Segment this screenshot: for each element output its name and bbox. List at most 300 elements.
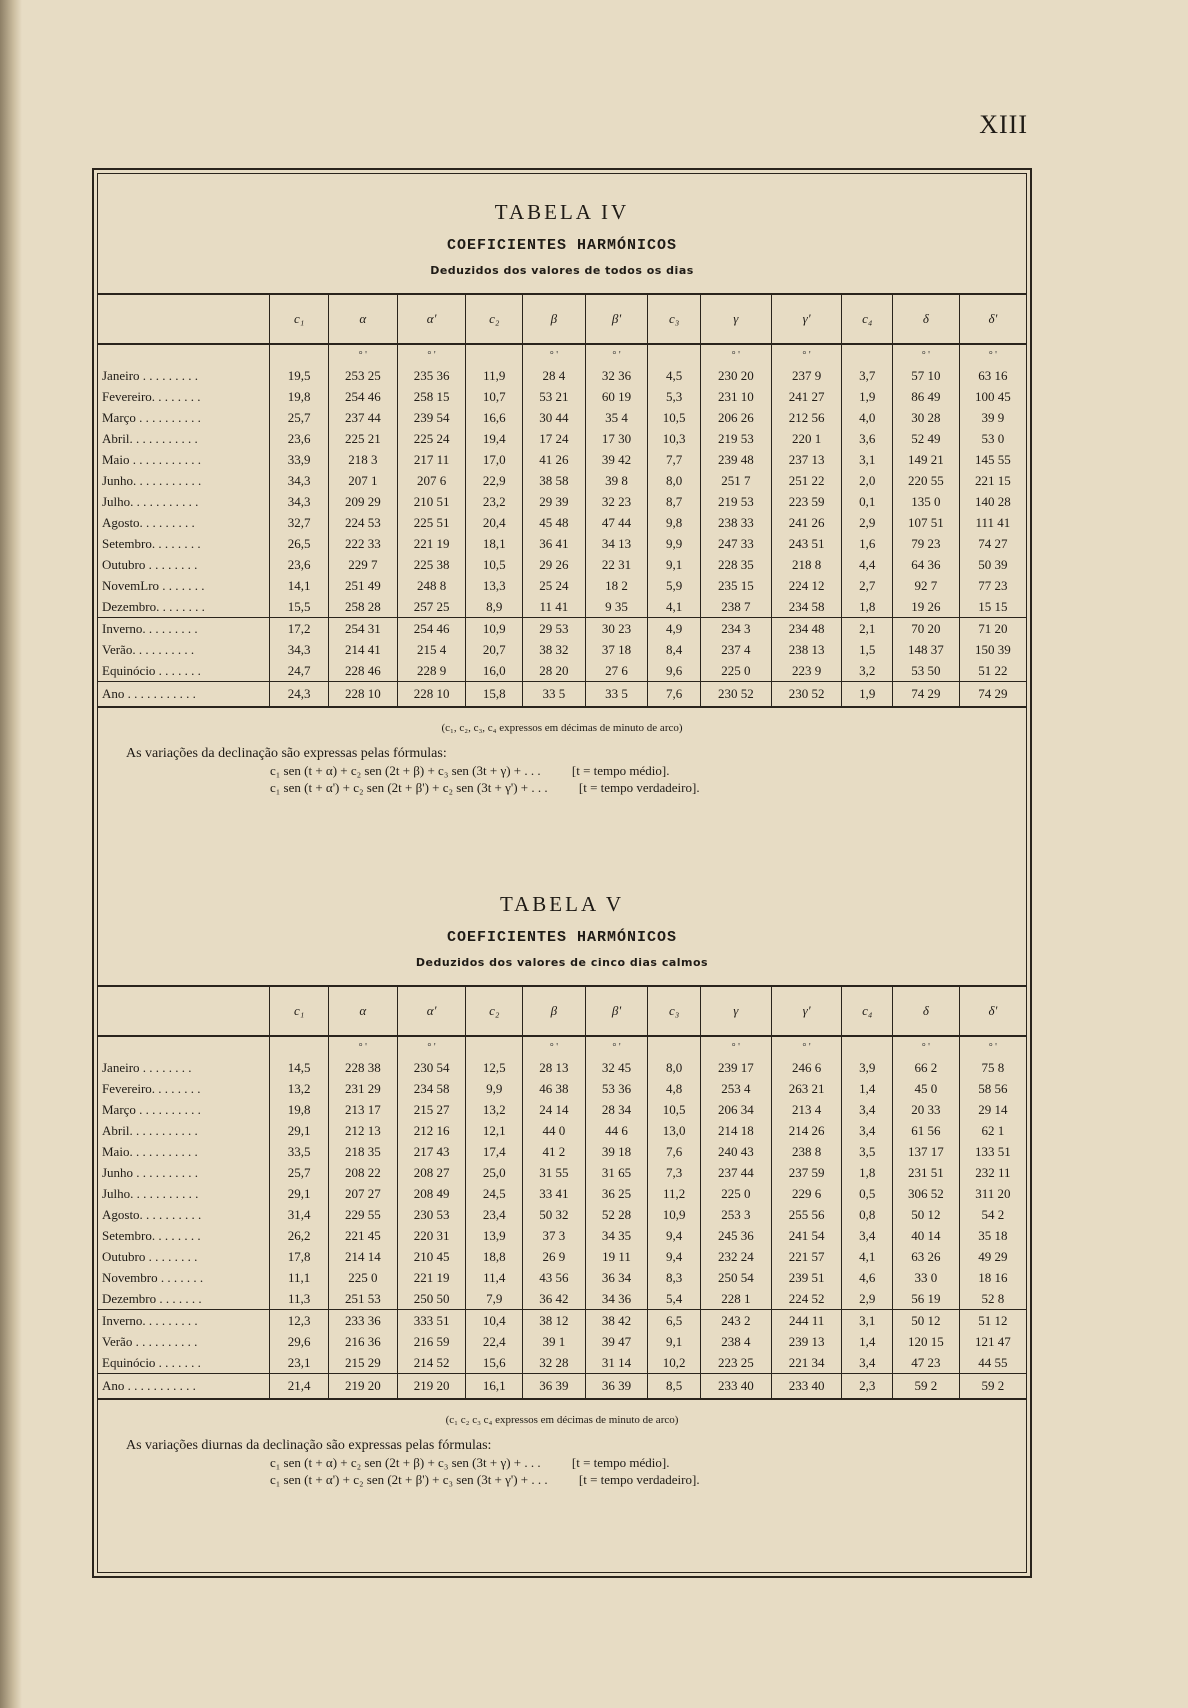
row-label: Outubro . . . . . . . . xyxy=(102,556,198,572)
row-label: Janeiro . . . . . . . . xyxy=(102,1059,192,1075)
table-cell: 3,1 xyxy=(842,1310,893,1332)
table-cell: 39 1 xyxy=(523,1331,586,1352)
table-cell: 10,2 xyxy=(648,1352,701,1374)
table-cell: 19 26 xyxy=(892,596,959,618)
table-cell: 230 52 xyxy=(700,682,771,708)
table-cell: 18 16 xyxy=(959,1267,1026,1288)
table-iv-subtitle: COEFICIENTES HARMÓNICOS xyxy=(446,237,678,254)
table-v xyxy=(98,985,1026,1400)
table-cell: 13,0 xyxy=(648,1120,701,1141)
table-row xyxy=(98,660,1026,682)
table-cell: 13,2 xyxy=(466,1099,523,1120)
table-cell: 8,5 xyxy=(648,1374,701,1400)
table-cell: 10,5 xyxy=(648,407,701,428)
row-label: Verão . . . . . . . . . . xyxy=(102,1333,198,1349)
row-label: Ano . . . . . . . . . . . xyxy=(98,682,270,708)
table-cell: 39 18 xyxy=(585,1141,648,1162)
table-cell: 228 1 xyxy=(700,1288,771,1310)
table-cell: 24,3 xyxy=(270,682,329,708)
table-iv-section xyxy=(94,200,1030,796)
table-cell: 63 16 xyxy=(959,365,1026,386)
table-cell: 53 36 xyxy=(585,1078,648,1099)
table-cell: 248 8 xyxy=(397,575,466,596)
column-header: γ xyxy=(700,294,771,344)
table-cell: 9,6 xyxy=(648,660,701,682)
table-cell: 4,1 xyxy=(648,596,701,618)
table-cell: 213 17 xyxy=(328,1099,397,1120)
table-cell: 237 59 xyxy=(771,1162,842,1183)
table-cell: 11,4 xyxy=(466,1267,523,1288)
column-header: c₃ xyxy=(648,294,701,344)
table-cell: 150 39 xyxy=(959,639,1026,660)
table-cell: 17 30 xyxy=(585,428,648,449)
table-cell: 11,1 xyxy=(270,1267,329,1288)
table-cell: 40 14 xyxy=(892,1225,959,1246)
table-cell: 254 46 xyxy=(328,386,397,407)
table-iv-formula-intro: As variações da declinação são expressas pelas fórmulas: xyxy=(126,746,447,761)
table-cell: 19,8 xyxy=(270,386,329,407)
table-cell: 56 19 xyxy=(892,1288,959,1310)
table-cell: 9,9 xyxy=(466,1078,523,1099)
table-cell: 251 22 xyxy=(771,470,842,491)
column-header: β xyxy=(523,986,586,1036)
table-cell: 45 48 xyxy=(523,512,586,533)
unit-cell xyxy=(98,344,270,365)
table-cell: 241 54 xyxy=(771,1225,842,1246)
table-cell: 220 31 xyxy=(397,1225,466,1246)
table-cell: 223 9 xyxy=(771,660,842,682)
table-cell: 121 47 xyxy=(959,1331,1026,1352)
table-cell: 225 0 xyxy=(700,1183,771,1204)
table-cell: 15,6 xyxy=(466,1352,523,1374)
table-cell: 15,5 xyxy=(270,596,329,618)
unit-cell: ° ' xyxy=(771,1036,842,1057)
table-cell: 228 46 xyxy=(328,660,397,682)
table-cell: 22,9 xyxy=(466,470,523,491)
table-cell: 221 34 xyxy=(771,1352,842,1374)
table-cell: 29 26 xyxy=(523,554,586,575)
table-cell: 10,9 xyxy=(466,618,523,640)
table-cell: 28 13 xyxy=(523,1057,586,1078)
table-cell: 92 7 xyxy=(892,575,959,596)
table-cell: 0,5 xyxy=(842,1183,893,1204)
table-cell: 10,9 xyxy=(648,1204,701,1225)
table-cell: 61 56 xyxy=(892,1120,959,1141)
table-cell: 229 7 xyxy=(328,554,397,575)
table-cell: 18,8 xyxy=(466,1246,523,1267)
table-v-formula-2 xyxy=(270,1471,1030,1488)
unit-cell xyxy=(842,1036,893,1057)
table-cell: 16,0 xyxy=(466,660,523,682)
table-cell: 23,1 xyxy=(270,1352,329,1374)
table-cell: 214 41 xyxy=(328,639,397,660)
table-cell: 213 4 xyxy=(771,1099,842,1120)
column-header: δ' xyxy=(959,294,1026,344)
table-cell: 28 4 xyxy=(523,365,586,386)
table-cell: 44 6 xyxy=(585,1120,648,1141)
unit-cell: ° ' xyxy=(328,1036,397,1057)
table-cell: 253 4 xyxy=(700,1078,771,1099)
row-label: Novembro . . . . . . . xyxy=(102,1269,204,1285)
table-cell: 52 8 xyxy=(959,1288,1026,1310)
table-cell: 8,4 xyxy=(648,639,701,660)
table-cell: 8,0 xyxy=(648,1057,701,1078)
table-cell: 234 48 xyxy=(771,618,842,640)
table-cell: 240 43 xyxy=(700,1141,771,1162)
table-cell: 35 4 xyxy=(585,407,648,428)
table-cell: 36 25 xyxy=(585,1183,648,1204)
row-label: NovemLro . . . . . . . xyxy=(102,577,205,593)
table-cell: 51 22 xyxy=(959,660,1026,682)
row-label: Janeiro . . . . . . . . . xyxy=(102,367,199,383)
table-cell: 221 45 xyxy=(328,1225,397,1246)
table-cell: 4,6 xyxy=(842,1267,893,1288)
table-cell: 23,6 xyxy=(270,428,329,449)
unit-cell xyxy=(98,1036,270,1057)
column-header: β' xyxy=(585,294,648,344)
table-cell: 263 21 xyxy=(771,1078,842,1099)
table-cell: 21,4 xyxy=(270,1374,329,1400)
table-cell: 38 32 xyxy=(523,639,586,660)
formula-2-text: c₁ sen (t + α') + c₂ sen (2t + β') + c₃ sen (3t + γ') + . . . xyxy=(270,1472,548,1487)
table-cell: 23,2 xyxy=(466,491,523,512)
table-cell: 215 29 xyxy=(328,1352,397,1374)
table-cell: 20 33 xyxy=(892,1099,959,1120)
unit-cell xyxy=(466,1036,523,1057)
table-cell: 13,3 xyxy=(466,575,523,596)
table-cell: 225 0 xyxy=(328,1267,397,1288)
table-cell: 19 11 xyxy=(585,1246,648,1267)
table-cell: 1,9 xyxy=(842,682,893,708)
table-row xyxy=(98,1310,1026,1332)
unit-cell: ° ' xyxy=(892,344,959,365)
table-cell: 3,4 xyxy=(842,1099,893,1120)
table-cell: 32 36 xyxy=(585,365,648,386)
table-cell: 19,8 xyxy=(270,1099,329,1120)
table-cell: 8,9 xyxy=(466,596,523,618)
table-cell: 34 35 xyxy=(585,1225,648,1246)
table-cell: 1,5 xyxy=(842,639,893,660)
row-label: Maio . . . . . . . . . . . xyxy=(102,451,201,467)
table-cell: 3,4 xyxy=(842,1225,893,1246)
unit-cell: ° ' xyxy=(585,1036,648,1057)
table-cell: 250 54 xyxy=(700,1267,771,1288)
table-cell: 231 51 xyxy=(892,1162,959,1183)
table-cell: 22,4 xyxy=(466,1331,523,1352)
table-cell: 219 53 xyxy=(700,491,771,512)
table-cell: 218 35 xyxy=(328,1141,397,1162)
table-cell: 3,2 xyxy=(842,660,893,682)
table-cell: 31 14 xyxy=(585,1352,648,1374)
table-cell: 50 12 xyxy=(892,1310,959,1332)
table-cell: 239 17 xyxy=(700,1057,771,1078)
unit-cell: ° ' xyxy=(523,1036,586,1057)
table-iv-description: Deduzidos dos valores de todos os dias xyxy=(430,264,694,277)
table-cell: 253 3 xyxy=(700,1204,771,1225)
row-label: Dezembro . . . . . . . xyxy=(102,1290,202,1306)
table-cell: 258 28 xyxy=(328,596,397,618)
table-cell: 62 1 xyxy=(959,1120,1026,1141)
table-row xyxy=(98,596,1026,618)
table-cell: 66 2 xyxy=(892,1057,959,1078)
table-cell: 237 9 xyxy=(771,365,842,386)
unit-cell: ° ' xyxy=(397,344,466,365)
table-cell: 10,4 xyxy=(466,1310,523,1332)
table-cell: 3,7 xyxy=(842,365,893,386)
table-row xyxy=(98,428,1026,449)
table-cell: 214 18 xyxy=(700,1120,771,1141)
table-cell: 145 55 xyxy=(959,449,1026,470)
table-row xyxy=(98,1204,1026,1225)
column-header: c₁ xyxy=(270,294,329,344)
formula-2-tag: [t = tempo verdadeiro]. xyxy=(578,780,700,795)
table-cell: 228 9 xyxy=(397,660,466,682)
table-cell: 237 44 xyxy=(328,407,397,428)
table-cell: 244 11 xyxy=(771,1310,842,1332)
row-label: Inverno. . . . . . . . . xyxy=(98,1310,270,1332)
table-cell: 39 8 xyxy=(585,470,648,491)
table-cell: 3,9 xyxy=(842,1057,893,1078)
table-cell: 3,6 xyxy=(842,428,893,449)
table-cell: 218 3 xyxy=(328,449,397,470)
row-label: Equinócio . . . . . . . xyxy=(102,1354,201,1370)
unit-cell xyxy=(648,344,701,365)
table-row xyxy=(98,1267,1026,1288)
table-cell: 7,6 xyxy=(648,1141,701,1162)
table-cell: 53 21 xyxy=(523,386,586,407)
table-cell: 234 58 xyxy=(397,1078,466,1099)
table-cell: 12,3 xyxy=(270,1310,329,1332)
table-cell: 74 27 xyxy=(959,533,1026,554)
table-v-formula-intro: As variações diurnas da declinação são expressas pelas fórmulas: xyxy=(126,1438,492,1453)
table-row xyxy=(98,1331,1026,1352)
table-cell: 232 11 xyxy=(959,1162,1026,1183)
table-cell: 41 26 xyxy=(523,449,586,470)
table-cell: 36 39 xyxy=(523,1374,586,1400)
table-cell: 2,9 xyxy=(842,1288,893,1310)
column-header: β' xyxy=(585,986,648,1036)
column-header: α xyxy=(328,986,397,1036)
table-cell: 29,6 xyxy=(270,1331,329,1352)
table-cell: 22 31 xyxy=(585,554,648,575)
row-label: Setembro. . . . . . . . xyxy=(102,535,201,551)
table-cell: 44 0 xyxy=(523,1120,586,1141)
formula-1-text: c₁ sen (t + α) + c₂ sen (2t + β) + c₃ sen (3t + γ) + . . . xyxy=(270,1455,541,1470)
table-cell: 107 51 xyxy=(892,512,959,533)
table-cell: 37 3 xyxy=(523,1225,586,1246)
table-cell: 140 28 xyxy=(959,491,1026,512)
table-cell: 13,9 xyxy=(466,1225,523,1246)
table-cell: 11,3 xyxy=(270,1288,329,1310)
row-label: Março . . . . . . . . . . xyxy=(102,409,201,425)
table-row xyxy=(98,1288,1026,1310)
table-cell: 25 24 xyxy=(523,575,586,596)
table-cell: 9,1 xyxy=(648,554,701,575)
table-cell: 53 0 xyxy=(959,428,1026,449)
column-header: c₄ xyxy=(842,986,893,1036)
row-label: Agosto. . . . . . . . . xyxy=(102,514,195,530)
table-cell: 77 23 xyxy=(959,575,1026,596)
table-cell: 32 28 xyxy=(523,1352,586,1374)
table-row xyxy=(98,1099,1026,1120)
table-cell: 20,7 xyxy=(466,639,523,660)
row-label: Ano . . . . . . . . . . . xyxy=(98,1374,270,1400)
table-cell: 34 13 xyxy=(585,533,648,554)
table-cell: 149 21 xyxy=(892,449,959,470)
table-cell: 230 52 xyxy=(771,682,842,708)
table-cell: 47 23 xyxy=(892,1352,959,1374)
table-cell: 218 8 xyxy=(771,554,842,575)
table-v-description: Deduzidos dos valores de cinco dias calmos xyxy=(415,956,709,969)
table-cell: 9,4 xyxy=(648,1225,701,1246)
table-cell: 212 16 xyxy=(397,1120,466,1141)
unit-cell: ° ' xyxy=(523,344,586,365)
unit-cell: ° ' xyxy=(328,344,397,365)
table-cell: 235 36 xyxy=(397,365,466,386)
table-cell: 57 10 xyxy=(892,365,959,386)
table-cell: 225 21 xyxy=(328,428,397,449)
table-cell: 237 4 xyxy=(700,639,771,660)
table-cell: 2,0 xyxy=(842,470,893,491)
table-cell: 29,1 xyxy=(270,1120,329,1141)
table-cell: 229 55 xyxy=(328,1204,397,1225)
table-cell: 215 27 xyxy=(397,1099,466,1120)
table-cell: 241 27 xyxy=(771,386,842,407)
table-cell: 246 6 xyxy=(771,1057,842,1078)
table-cell: 30 28 xyxy=(892,407,959,428)
table-cell: 1,4 xyxy=(842,1078,893,1099)
formula-1-text: c₁ sen (t + α) + c₂ sen (2t + β) + c₃ sen (3t + γ) + . . . xyxy=(270,763,541,778)
table-cell: 30 44 xyxy=(523,407,586,428)
table-cell: 238 8 xyxy=(771,1141,842,1162)
table-cell: 63 26 xyxy=(892,1246,959,1267)
table-row xyxy=(98,1352,1026,1374)
table-cell: 333 51 xyxy=(397,1310,466,1332)
table-cell: 70 20 xyxy=(892,618,959,640)
table-iv xyxy=(98,293,1026,708)
table-cell: 26 9 xyxy=(523,1246,586,1267)
table-row xyxy=(98,449,1026,470)
table-cell: 3,5 xyxy=(842,1141,893,1162)
table-cell: 15,8 xyxy=(466,682,523,708)
table-cell: 9,8 xyxy=(648,512,701,533)
table-cell: 251 49 xyxy=(328,575,397,596)
table-cell: 225 51 xyxy=(397,512,466,533)
table-iv-note: (c₁, c₂, c₃, c₄ expressos em décimas de minuto de arco) xyxy=(441,722,683,734)
row-label: Verão. . . . . . . . . . xyxy=(102,641,195,657)
table-cell: 14,5 xyxy=(270,1057,329,1078)
table-cell: 241 26 xyxy=(771,512,842,533)
column-header: β xyxy=(523,294,586,344)
table-cell: 24,7 xyxy=(270,660,329,682)
table-cell: 7,7 xyxy=(648,449,701,470)
table-cell: 12,1 xyxy=(466,1120,523,1141)
table-cell: 23,4 xyxy=(466,1204,523,1225)
table-cell: 34,3 xyxy=(270,639,329,660)
formula-2-tag: [t = tempo verdadeiro]. xyxy=(578,1472,700,1487)
table-cell: 224 53 xyxy=(328,512,397,533)
row-label: Agosto. . . . . . . . . . xyxy=(102,1206,202,1222)
table-cell: 32 23 xyxy=(585,491,648,512)
table-cell: 33,9 xyxy=(270,449,329,470)
table-cell: 225 0 xyxy=(700,660,771,682)
table-cell: 41 2 xyxy=(523,1141,586,1162)
table-cell: 2,7 xyxy=(842,575,893,596)
table-cell: 216 36 xyxy=(328,1331,397,1352)
table-cell: 229 6 xyxy=(771,1183,842,1204)
table-row xyxy=(98,470,1026,491)
table-cell: 36 42 xyxy=(523,1288,586,1310)
row-label: Setembro. . . . . . . . xyxy=(102,1227,201,1243)
table-cell: 50 32 xyxy=(523,1204,586,1225)
table-cell: 36 41 xyxy=(523,533,586,554)
table-cell: 27 6 xyxy=(585,660,648,682)
table-row xyxy=(98,1183,1026,1204)
table-cell: 17,4 xyxy=(466,1141,523,1162)
table-cell: 33 5 xyxy=(585,682,648,708)
column-header: δ xyxy=(892,986,959,1036)
table-cell: 254 31 xyxy=(328,618,397,640)
column-header xyxy=(98,986,270,1036)
table-cell: 35 18 xyxy=(959,1225,1026,1246)
table-cell: 20,4 xyxy=(466,512,523,533)
table-cell: 1,6 xyxy=(842,533,893,554)
row-label: Março . . . . . . . . . . xyxy=(102,1101,201,1117)
table-cell: 239 51 xyxy=(771,1267,842,1288)
table-row xyxy=(98,1120,1026,1141)
table-cell: 0,1 xyxy=(842,491,893,512)
table-cell: 39 47 xyxy=(585,1331,648,1352)
table-cell: 223 59 xyxy=(771,491,842,512)
table-cell: 233 40 xyxy=(700,1374,771,1400)
table-cell: 74 29 xyxy=(892,682,959,708)
table-cell: 23,6 xyxy=(270,554,329,575)
table-cell: 17 24 xyxy=(523,428,586,449)
table-row xyxy=(98,639,1026,660)
table-cell: 52 28 xyxy=(585,1204,648,1225)
table-cell: 10,3 xyxy=(648,428,701,449)
table-cell: 111 41 xyxy=(959,512,1026,533)
table-cell: 208 22 xyxy=(328,1162,397,1183)
table-cell: 64 36 xyxy=(892,554,959,575)
table-cell: 210 51 xyxy=(397,491,466,512)
unit-cell: ° ' xyxy=(771,344,842,365)
table-cell: 7,6 xyxy=(648,682,701,708)
table-cell: 28 20 xyxy=(523,660,586,682)
table-cell: 216 59 xyxy=(397,1331,466,1352)
formula-2-text: c₁ sen (t + α') + c₂ sen (2t + β') + c₂ sen (3t + γ') + . . . xyxy=(270,780,548,795)
table-row xyxy=(98,1225,1026,1246)
tables-frame xyxy=(92,168,1032,1578)
table-cell: 219 20 xyxy=(328,1374,397,1400)
table-cell: 5,9 xyxy=(648,575,701,596)
row-label: Dezembro. . . . . . . . xyxy=(102,598,205,614)
table-v-note: (c₁ c₂ c₃ c₄ expressos em décimas de minuto de arco) xyxy=(445,1414,679,1426)
table-cell: 25,7 xyxy=(270,407,329,428)
table-row xyxy=(98,533,1026,554)
table-cell: 28 34 xyxy=(585,1099,648,1120)
table-row xyxy=(98,386,1026,407)
row-label: Julho. . . . . . . . . . . xyxy=(102,1185,199,1201)
table-cell: 49 29 xyxy=(959,1246,1026,1267)
table-cell: 19,4 xyxy=(466,428,523,449)
table-cell: 222 33 xyxy=(328,533,397,554)
table-cell: 2,9 xyxy=(842,512,893,533)
table-cell: 230 53 xyxy=(397,1204,466,1225)
table-cell: 60 19 xyxy=(585,386,648,407)
table-cell: 12,5 xyxy=(466,1057,523,1078)
table-row xyxy=(98,618,1026,640)
